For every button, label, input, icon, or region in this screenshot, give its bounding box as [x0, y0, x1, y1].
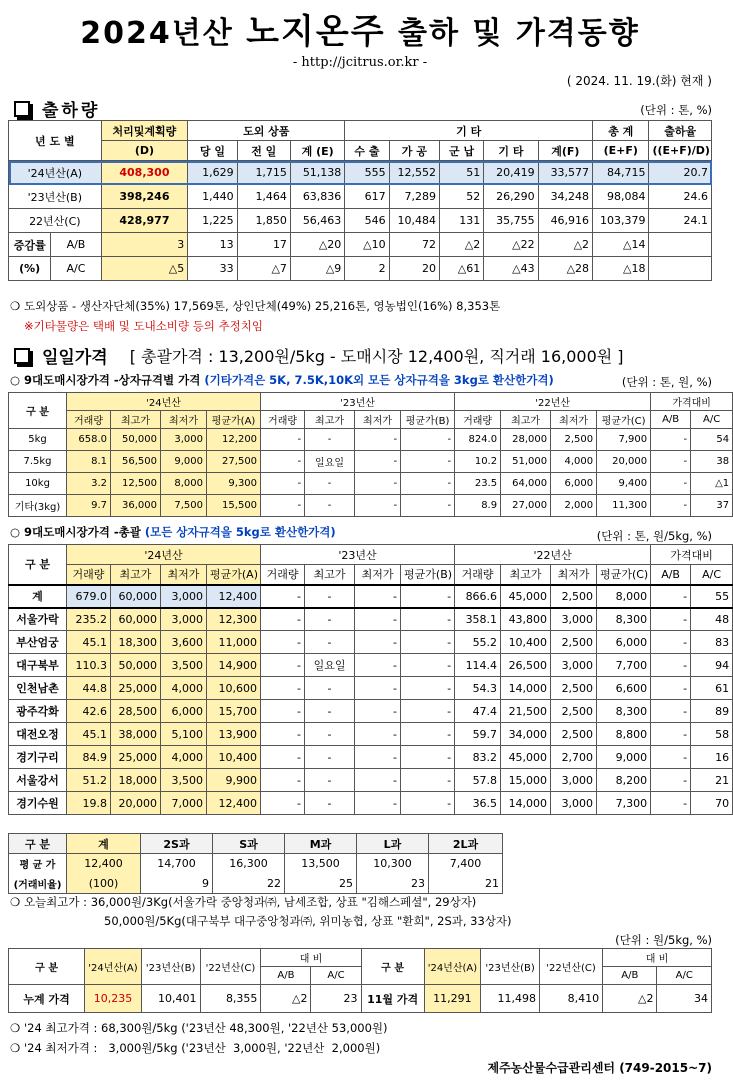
table-row: 경기수원 19.8 20,000 7,000 12,400 - - - - 36.5 14,000 3,000 7,300 - 70	[9, 792, 733, 815]
header-ratio-sub: ((E+F)/D)	[649, 141, 712, 161]
daily-heading: 일일가격 [ 총괄가격 : 13,200원/5kg - 도매시장 12,400원, 직거래 16,000원 ]	[14, 343, 624, 368]
spec-table: 구 분 '24년산 '23년산 '22년산 가격대비 거래량 최고가 최저가 평균가(A) 거래량 최고가 최저가 평균가(B) 거래량 최고가 최저가 평균가(C) A/B A/C 5kg 658.0 50,000 3,000 12,200 - - - - 824.0 28,000 2,500 7,900 - 54 7.5kg 8.1 56,500 9,000 27,500 - 일요일 - - 10.2 51,000 4,000 20,000 - 38 10kg 3.2 12,500 8,000 9,300 - - - - 23.5 64,000 6,000 9,400 - △1 기타(3kg) 9.7 36,000 7,500 15,500 - - - - 8.9 27,000 2,000 11,300 - 37	[8, 392, 733, 517]
spec-col-group: 구 분	[9, 393, 67, 429]
checkbox-square-icon	[14, 348, 30, 364]
table-row: 누계 가격 10,235 10,401 8,355 △2 23 11월 가격 11,291 11,498 8,410 △2 34	[9, 985, 712, 1013]
today-high-2: 50,000원/5Kg(대구북부 대구중앙청과㈜, 위미농협, 상표 "환희", 2S과, 33상자)	[104, 914, 512, 928]
table-row: 부산엄궁 45.1 18,300 3,600 11,000 - - - - 55.2 10,400 2,500 6,000 - 83	[9, 631, 733, 654]
header-military: 군 납	[439, 141, 483, 161]
table-row: 인천남촌 44.8 25,000 4,000 10,600 - - - - 54.3 14,000 2,500 6,600 - 61	[9, 677, 733, 700]
shipment-table	[8, 120, 712, 281]
header-sum-f: 계(F)	[538, 141, 592, 161]
header-plan: 처리및계획량	[101, 121, 188, 141]
page-title	[0, 4, 720, 53]
table-row: 대구북부 110.3 50,000 3,500 14,900 - 일요일 - - 114.4 26,500 3,000 7,700 - 94	[9, 654, 733, 677]
season-low: ❍ '24 최저가격 : 3,000원/5kg ('23년산 3,000원, '22년산 2,000원)	[10, 1041, 381, 1055]
spec-unit: (단위 : 톤, 원, %)	[621, 375, 712, 389]
shipment-unit: (단위 : 톤, %)	[640, 103, 712, 117]
title-rest: 출하 및 가격동향	[398, 16, 640, 51]
table-row: 증감률 A/B 3 13 17 △20 △10 72 △2 △22 △2 △14	[9, 233, 712, 257]
report-date: ( 2024. 11. 19.(화) 현재 )	[566, 74, 712, 88]
header-ratio: 출하율	[649, 121, 712, 141]
table-row: 5kg 658.0 50,000 3,000 12,200 - - - - 824.0 28,000 2,500 7,900 - 54	[9, 429, 733, 451]
title-main: 노지온주	[246, 12, 386, 52]
header-plan-sub: (D)	[101, 141, 188, 161]
rate-label: 증감률	[9, 233, 51, 257]
season-high: ❍ '24 최고가격 : 68,300원/5kg ('23년산 48,300원, '22년산 53,000원)	[10, 1021, 388, 1035]
cumul-table: 구 분 '24년산(A) '23년산(B) '22년산(C) 대 비 구 분 '24년산(A) '23년산(B) '22년산(C) 대 비 A/B A/C A/B A/C 누계 가격 10,235 10,401 8,355 △2 23 11월 가격 11,291 11,498 8,410 △2 34	[8, 948, 712, 1013]
table-row: (거래비율) (100) 9 22 25 23 21	[9, 874, 503, 894]
table-row: 10kg 3.2 12,500 8,000 9,300 - - - - 23.5 64,000 6,000 9,400 - △1	[9, 473, 733, 495]
header-total-sub: (E+F)	[593, 141, 649, 161]
header-prev: 전 일	[237, 141, 290, 161]
table-row: 22년산(C) 428,977 1,225 1,850 56,463 546 10,484 131 35,755 46,916 103,379 24.1	[9, 209, 712, 233]
cumul-unit: (단위 : 원/5kg, %)	[615, 933, 712, 947]
table-row: 서울가락 235.2 60,000 3,000 12,300 - - - - 358.1 43,800 3,000 8,300 - 48	[9, 608, 733, 631]
daily-summary: [ 총괄가격 : 13,200원/5kg - 도매시장 12,400원, 직거래 16,000원 ]	[129, 347, 624, 366]
market-heading: ○ 9대도매시장가격 -총괄 (모든 상자규격을 5kg로 환산한가격)	[10, 525, 336, 539]
header-year: 년 도 별	[9, 121, 102, 161]
header-outside: 도외 상품	[188, 121, 345, 141]
table-row: '23년산(B) 398,246 1,440 1,464 63,836 617 7,289 52 26,290 34,248 98,084 24.6	[9, 185, 712, 209]
header-etc: 기 타	[345, 121, 593, 141]
table-row: 평 균 가 12,400 14,700 16,300 13,500 10,300 7,400	[9, 854, 503, 874]
header-sum-e: 계 (E)	[290, 141, 344, 161]
checkbox-square-icon	[14, 101, 30, 117]
shipment-note-estimate: ※기타물량은 택배 및 도내소비량 등의 추정치임	[24, 319, 263, 333]
size-table: 구 분 계 2S과 S과 M과 L과 2L과 평 균 가 12,400 14,700 16,300 13,500 10,300 7,400 (거래비율) (100) 9 22 25 23 21	[8, 833, 503, 894]
spec-heading: ○ 9대도매시장가격 -상자규격별 가격 (기타가격은 5K, 7.5K,10K외 모든 상자규격을 3kg로 환산한가격)	[10, 373, 554, 387]
table-row: 경기구리 84.9 25,000 4,000 10,400 - - - - 83.2 45,000 2,700 9,000 - 16	[9, 746, 733, 769]
footer-center: 제주농산물수급관리센터 (749-2015~7)	[487, 1061, 712, 1075]
market-unit: (단위 : 톤, 원/5kg, %)	[596, 529, 712, 543]
table-row: (%) A/C △5 33 △7 △9 2 20 △61 △43 △28 △18	[9, 257, 712, 281]
table-row: 기타(3kg) 9.7 36,000 7,500 15,500 - - - - 8.9 27,000 2,000 11,300 - 37	[9, 495, 733, 517]
shipment-note: ❍ 도외상품 - 생산자단체(35%) 17,569톤, 상인단체(49%) 25,216톤, 영농법인(16%) 8,353톤	[10, 299, 501, 313]
site-url[interactable]: - http://jcitrus.or.kr -	[292, 55, 428, 70]
header-process: 가 공	[389, 141, 439, 161]
header-day: 당 일	[188, 141, 237, 161]
title-year: 2024년산	[80, 16, 234, 51]
header-total: 총 계	[593, 121, 649, 141]
table-row: 7.5kg 8.1 56,500 9,000 27,500 - 일요일 - - 10.2 51,000 4,000 20,000 - 38	[9, 451, 733, 473]
table-row: 광주각화 42.6 28,500 6,000 15,700 - - - - 47.4 21,500 2,500 8,300 - 89	[9, 700, 733, 723]
table-row-total: 계 679.0 60,000 3,000 12,400 - - - - 866.6 45,000 2,500 8,000 - 55	[9, 585, 733, 608]
rate-label-pct: (%)	[9, 257, 51, 281]
shipment-heading: 출하량	[14, 96, 100, 121]
header-other: 기 타	[484, 141, 538, 161]
today-high-1: ❍ 오늘최고가 : 36,000원/3Kg(서울가락 중앙청과㈜, 남세조합, 상표 "김해스페셜", 29상자)	[10, 895, 477, 909]
table-row: 서울강서 51.2 18,000 3,500 9,900 - - - - 57.8 15,000 3,000 8,200 - 21	[9, 769, 733, 792]
market-table: 구 분 '24년산 '23년산 '22년산 가격대비 거래량 최고가 최저가 평균가(A) 거래량 최고가 최저가 평균가(B) 거래량 최고가 최저가 평균가(C) A/B A/C 계 679.0 60,000 3,000 12,400 - - - - 866.6 45,000 2,500 8,000 - 55 서울가락 235.2 60,000 3,000 12,300 - - - - 358.1 43,800 3,000 8,300 - 48 부산엄궁 45.1 18,300 3,600 11,000 - - - - 55.2 10,400 2,500 6,000 - 83 대구북부 110.3 50,000 3,500 14,900 - 일요일 - - 114.4 26,500 3,000 7,700 - 94 인천남촌 44.8 25,000 4,000 10,600 - - - - 54.3 14,000 2,500 6,600 - 61 광주각화 42.6 28,500 6,000 15,700 - - - - 47.4 21,500 2,500 8,300 - 89 대전오정 45.1 38,000 5,100 13,900 - - - - 59.7 34,000 2,500 8,800 - 58 경기구리 84.9 25,000 4,000 10,400 - - - - 83.2 45,000 2,700 9,000 - 16 서울강서 51.2 18,000 3,500 9,900 - - - - 57.8 15,000 3,000 8,200 - 21 경기수원 19.8 20,000 7,000 12,400 - - - - 36.5 14,000 3,000 7,300 - 70	[8, 544, 733, 815]
table-row: '24년산(A) 408,300 1,629 1,715 51,138 555 12,552 51 20,419 33,577 84,715 20.7	[9, 161, 712, 185]
table-row: 대전오정 45.1 38,000 5,100 13,900 - - - - 59.7 34,000 2,500 8,800 - 58	[9, 723, 733, 746]
header-export: 수 출	[345, 141, 389, 161]
